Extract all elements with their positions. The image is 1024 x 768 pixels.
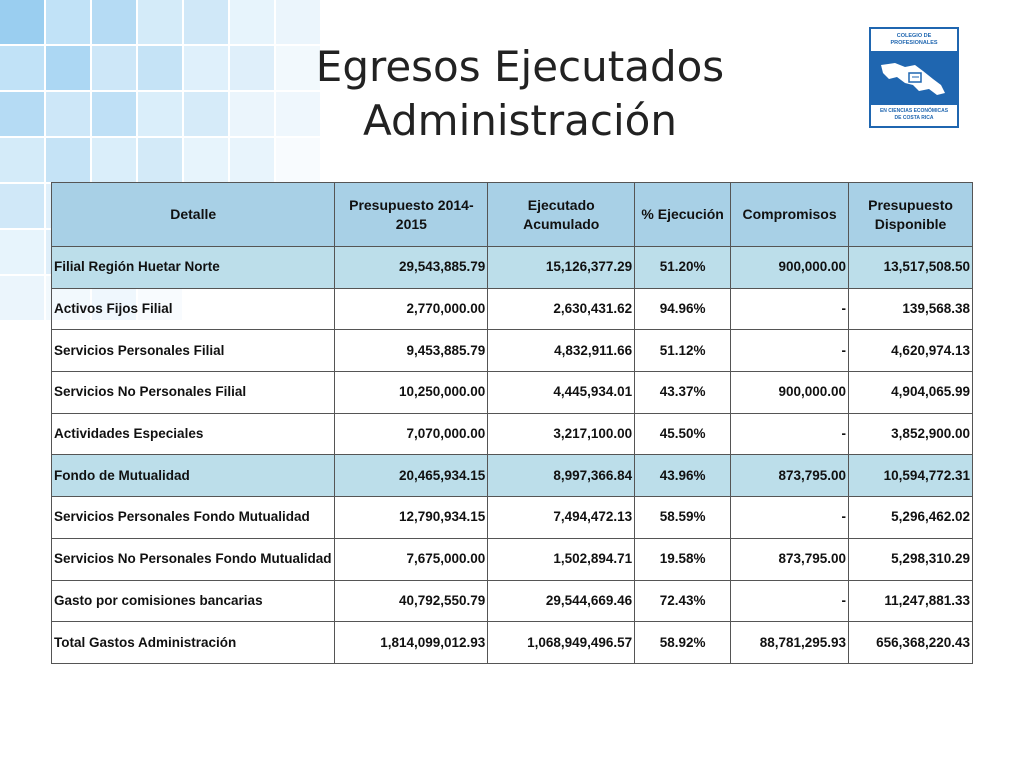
cell-ejecutado: 2,630,431.62 xyxy=(488,288,635,330)
cell-presupuesto: 10,250,000.00 xyxy=(335,372,488,414)
cell-compromisos: - xyxy=(731,497,849,539)
cell-ejecutado: 4,832,911.66 xyxy=(488,330,635,372)
cell-detalle: Gasto por comisiones bancarias xyxy=(52,580,335,622)
cell-compromisos: - xyxy=(731,580,849,622)
cell-ejecucion: 58.59% xyxy=(635,497,731,539)
title-line-2: Administración xyxy=(363,96,677,145)
cell-ejecucion: 51.20% xyxy=(635,247,731,289)
cell-presupuesto: 2,770,000.00 xyxy=(335,288,488,330)
table-row xyxy=(52,580,973,622)
cell-ejecutado: 1,068,949,496.57 xyxy=(488,622,635,664)
cell-compromisos: 900,000.00 xyxy=(731,247,849,289)
decorative-square xyxy=(92,138,136,182)
cell-ejecutado: 29,544,669.46 xyxy=(488,580,635,622)
cell-disponible: 656,368,220.43 xyxy=(849,622,973,664)
decorative-square xyxy=(0,46,44,90)
cell-presupuesto: 9,453,885.79 xyxy=(335,330,488,372)
cell-compromisos: - xyxy=(731,330,849,372)
cell-detalle: Total Gastos Administración xyxy=(52,622,335,664)
header-ejecucion: % Ejecución xyxy=(635,183,731,247)
header-detalle: Detalle xyxy=(52,183,335,247)
logo-top-line-1: COLEGIO DE xyxy=(896,33,932,39)
cell-disponible: 4,904,065.99 xyxy=(849,372,973,414)
cell-detalle: Servicios No Personales Filial xyxy=(52,372,335,414)
cell-ejecutado: 15,126,377.29 xyxy=(488,247,635,289)
decorative-square xyxy=(138,92,182,136)
decorative-square xyxy=(46,0,90,44)
cell-presupuesto: 20,465,934.15 xyxy=(335,455,488,497)
cell-ejecutado: 7,494,472.13 xyxy=(488,497,635,539)
cell-disponible: 5,298,310.29 xyxy=(849,538,973,580)
logo-bottom-line-1: EN CIENCIAS ECONÓMICAS xyxy=(879,108,949,114)
decorative-square xyxy=(276,0,320,44)
cell-ejecucion: 94.96% xyxy=(635,288,731,330)
decorative-square xyxy=(138,138,182,182)
decorative-square xyxy=(0,184,44,228)
decorative-square xyxy=(138,46,182,90)
header-disponible: Presupuesto Disponible xyxy=(849,183,973,247)
cell-compromisos: - xyxy=(731,288,849,330)
cell-compromisos: 873,795.00 xyxy=(731,538,849,580)
cell-detalle: Servicios Personales Filial xyxy=(52,330,335,372)
title-line-1: Egresos Ejecutados xyxy=(315,42,725,91)
cell-compromisos: 900,000.00 xyxy=(731,372,849,414)
table-row xyxy=(52,247,973,289)
cell-disponible: 4,620,974.13 xyxy=(849,330,973,372)
table-row xyxy=(52,622,973,664)
cell-disponible: 139,568.38 xyxy=(849,288,973,330)
table-row xyxy=(52,455,973,497)
cell-detalle: Filial Región Huetar Norte xyxy=(52,247,335,289)
table-row xyxy=(52,330,973,372)
decorative-square xyxy=(0,138,44,182)
decorative-square xyxy=(92,92,136,136)
page-title xyxy=(220,40,820,148)
cell-disponible: 11,247,881.33 xyxy=(849,580,973,622)
cell-ejecucion: 43.96% xyxy=(635,455,731,497)
decorative-square xyxy=(92,46,136,90)
cell-disponible: 5,296,462.02 xyxy=(849,497,973,539)
cell-ejecutado: 8,997,366.84 xyxy=(488,455,635,497)
table-row xyxy=(52,288,973,330)
cell-ejecutado: 4,445,934.01 xyxy=(488,372,635,414)
cell-compromisos: 88,781,295.93 xyxy=(731,622,849,664)
cell-presupuesto: 7,675,000.00 xyxy=(335,538,488,580)
header-presupuesto: Presupuesto 2014-2015 xyxy=(335,183,488,247)
table-row xyxy=(52,372,973,414)
decorative-square xyxy=(92,0,136,44)
cell-detalle: Servicios No Personales Fondo Mutualidad xyxy=(52,538,335,580)
table-row xyxy=(52,538,973,580)
cell-ejecucion: 43.37% xyxy=(635,372,731,414)
logo-bottom-line-2: DE COSTA RICA xyxy=(894,115,934,121)
cell-ejecucion: 72.43% xyxy=(635,580,731,622)
cell-disponible: 13,517,508.50 xyxy=(849,247,973,289)
decorative-square xyxy=(46,92,90,136)
cell-ejecutado: 3,217,100.00 xyxy=(488,413,635,455)
cell-ejecucion: 19.58% xyxy=(635,538,731,580)
cell-detalle: Servicios Personales Fondo Mutualidad xyxy=(52,497,335,539)
logo-top-text xyxy=(871,29,957,54)
decorative-square xyxy=(0,92,44,136)
header-ejecutado: Ejecutado Acumulado xyxy=(488,183,635,247)
cell-presupuesto: 12,790,934.15 xyxy=(335,497,488,539)
cell-presupuesto: 1,814,099,012.93 xyxy=(335,622,488,664)
cell-detalle: Fondo de Mutualidad xyxy=(52,455,335,497)
cell-ejecucion: 45.50% xyxy=(635,413,731,455)
cell-presupuesto: 29,543,885.79 xyxy=(335,247,488,289)
decorative-square xyxy=(0,230,44,274)
decorative-square xyxy=(0,0,44,44)
cell-presupuesto: 7,070,000.00 xyxy=(335,413,488,455)
header-compromisos: Compromisos xyxy=(731,183,849,247)
table-row xyxy=(52,497,973,539)
decorative-square xyxy=(46,138,90,182)
colegio-logo xyxy=(869,27,959,128)
cell-detalle: Actividades Especiales xyxy=(52,413,335,455)
decorative-square xyxy=(184,0,228,44)
decorative-square xyxy=(0,276,44,320)
logo-bottom-text xyxy=(871,102,957,126)
cell-compromisos: 873,795.00 xyxy=(731,455,849,497)
table-row xyxy=(52,413,973,455)
decorative-square xyxy=(46,46,90,90)
cell-ejecucion: 58.92% xyxy=(635,622,731,664)
cell-compromisos: - xyxy=(731,413,849,455)
cell-disponible: 3,852,900.00 xyxy=(849,413,973,455)
cell-ejecucion: 51.12% xyxy=(635,330,731,372)
cell-disponible: 10,594,772.31 xyxy=(849,455,973,497)
logo-top-line-2: PROFESIONALES xyxy=(890,40,938,46)
decorative-square xyxy=(230,0,274,44)
table-header-row xyxy=(52,183,973,247)
cell-detalle: Activos Fijos Filial xyxy=(52,288,335,330)
cell-ejecutado: 1,502,894.71 xyxy=(488,538,635,580)
budget-table xyxy=(51,182,973,664)
decorative-square xyxy=(138,0,182,44)
cell-presupuesto: 40,792,550.79 xyxy=(335,580,488,622)
costa-rica-map-icon xyxy=(875,59,953,99)
